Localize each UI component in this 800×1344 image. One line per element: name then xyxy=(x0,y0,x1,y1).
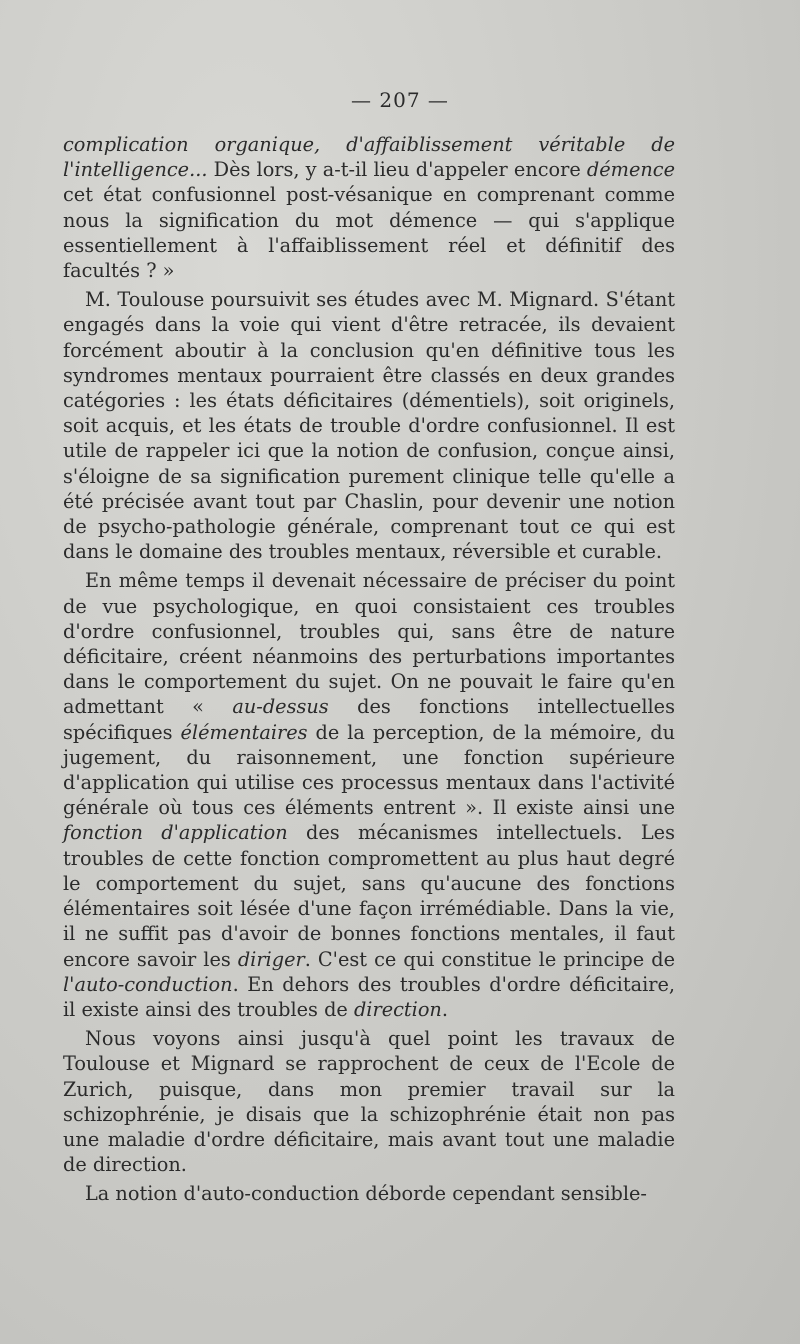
paragraph xyxy=(63,287,675,564)
text-segment: La notion d'auto-conduction déborde cependant sensible- xyxy=(85,1182,647,1206)
text-segment: démence xyxy=(586,158,675,182)
text-segment: complication organique, d'affaiblissement véritable de l'intelligence... xyxy=(63,133,675,182)
text-segment: l'auto-conduction xyxy=(63,972,233,996)
text-segment: Dès lors, y a-t-il lieu d'appeler encore xyxy=(207,158,587,182)
text-segment: des fonctions intellectuelles spécifiques xyxy=(63,695,675,744)
text-segment: . En dehors des troubles d'ordre déficitaire, il existe ainsi des troubles de xyxy=(63,972,675,1021)
text-segment: direction xyxy=(353,997,442,1021)
text-segment: . xyxy=(441,997,448,1021)
text-segment: au-dessus xyxy=(232,695,329,719)
text-segment: de la perception, de la mémoire, du jugement, du raisonnement, une fonction supérieure d'application qui utilise ces processus mentaux dans l'activité générale où tous ces éléments entrent ». Il existe ainsi une xyxy=(63,720,675,820)
text-segment: élémentaires xyxy=(180,720,308,744)
text-segment: En même temps il devenait nécessaire de préciser du point de vue psychologique, en quoi consistaient ces troubles d'ordre confusionnel, troubles qui, sans être de nature déficitaire, créent néanmoins des perturbations importantes dans le comportement du sujet. On ne pouvait le faire qu'en admettant « xyxy=(63,569,675,719)
text-segment: diriger xyxy=(237,947,305,971)
paragraph xyxy=(63,1181,675,1206)
text-segment: Nous voyons ainsi jusqu'à quel point les travaux de Toulouse et Mignard se rapprochent de ceux de l'Ecole de Zurich, puisque, dans mon premier travail sur la schizophrénie, je disais que la schizophrénie était non pas une maladie d'ordre déficitaire, mais avant tout une maladie de direction. xyxy=(63,1027,675,1177)
page-number: — 207 — xyxy=(351,88,449,112)
paragraph xyxy=(63,568,675,1022)
paragraph xyxy=(63,132,675,283)
text-segment: cet état confusionnel post-vésanique en comprenant comme nous la signification du mot démence — qui s'applique essentiellement à l'affaiblissement réel et définitif des facultés ? » xyxy=(63,183,675,283)
text-segment: des mécanismes intellectuels. Les troubles de cette fonction compromettent au plus haut degré le comportement du sujet, sans qu'aucune des fonctions élémentaires soit lésée d'une façon irrémédiable. Dans la vie, il ne suffit pas d'avoir de bonnes fonctions mentales, il faut encore savoir les xyxy=(63,821,675,971)
body-text xyxy=(63,132,675,1211)
paragraph xyxy=(63,1026,675,1177)
text-segment: fonction d'application xyxy=(63,821,288,845)
text-segment: . C'est ce qui constitue le principe de xyxy=(304,947,675,971)
text-segment: M. Toulouse poursuivit ses études avec M. Mignard. S'étant engagés dans la voie qui vient d'être retracée, ils devaient forcément aboutir à la conclusion qu'en définitive tous les syndromes mentaux pourraient être classés en deux grandes catégories : les états déficitaires (démentiels), soit originels, soit acquis, et les états de trouble d'ordre confusionnel. Il est utile de rappeler ici que la notion de confusion, conçue ainsi, s'éloigne de sa signification purement clinique telle qu'elle a été précisée avant tout par Chaslin, pour devenir une notion de psycho-pathologie générale, comprenant tout ce qui est dans le domaine des troubles mentaux, réversible et curable. xyxy=(63,288,675,564)
